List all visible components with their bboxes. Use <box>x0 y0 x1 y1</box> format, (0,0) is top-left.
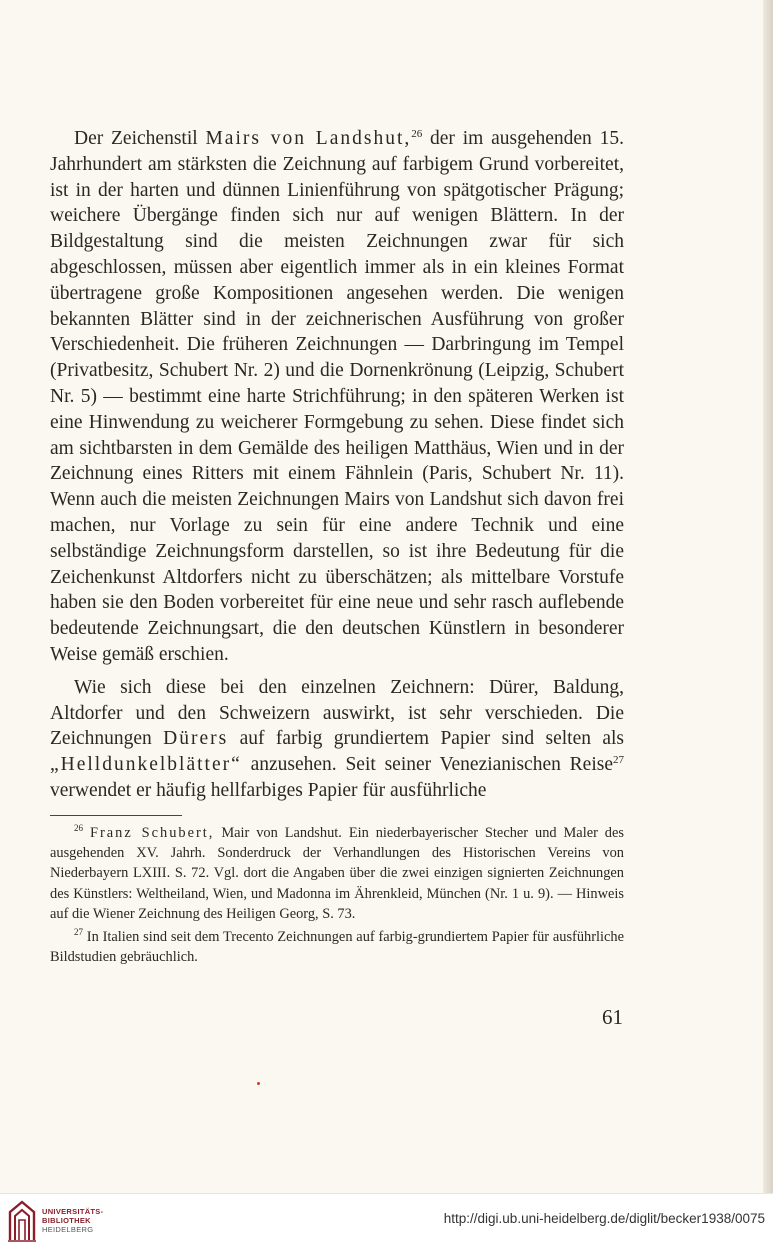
footer-bar <box>0 1193 773 1248</box>
spaced-name-mair: Mairs von Landshut, <box>205 128 412 149</box>
library-name[interactable] <box>42 1207 103 1234</box>
main-text <box>50 126 624 804</box>
paragraph-1: Der Zeichenstil Mairs von Landshut,$^{26}$ der im ausgehenden 15. Jahrhundert am stärksten die Zeichnung auf farbigem Grund vorbereitet, ist in der harten und dünnen Linienführung von spätgotischer Prägung; weichere Übergänge finden sich nur auf wenigen Blättern. In der Bildgestaltung sind die meisten Zeichnungen zwar für sich abgeschlossen, müssen aber eigentlich immer als in ein kleines Format übertragene große Kompositionen angesehen werden. Die wenigen bekannten Blätter sind in der zeichnerischen Ausführung von großer Verschiedenheit. Die früheren Zeichnungen — Darbringung im Tempel (Privatbesitz, Schubert Nr. 2) und die Dornenkrönung (Leipzig, Schubert Nr. 5) — bestimmt eine harte Strichführung; in den späteren Werken ist eine Hinwendung zu weicherer Formgebung zu sehen. Diese findet sich am sichtbarsten in dem Gemälde des heiligen Matthäus, Wien und in der Zeichnung eines Ritters mit einem Fähnlein (Paris, Schubert Nr. 11). Wenn auch die meisten Zeichnungen Mairs von Landshut sich davon frei machen, nur Vorlage zu sein für eine andere Technik und eine selbständige Zeichnungsform darstellen, so ist ihre Bedeutung für die Zeichenkunst Altdorfers nicht zu überschätzen; als mittelbare Vorstufe haben sie den Boden vorbereitet für eine neue und sehr rasch auflebende bedeutende Zeichnungsart, die den deutschen Künstlern in besonderer Weise gemäß erschien. <box>50 128 624 665</box>
paragraph-2: Wie sich diese bei den einzelnen Zeichnern: Dürer, Baldung, Altdorfer und den Schweizern auswirkt, ist sehr verschieden. Die Zeichnungen Dürers auf farbig grundiertem Papier sind selten als „Helldunkelblätter“ anzusehen. Seit seiner Venezianischen Reise$^{27}$ verwendet er häufig hellfarbiges Papier für ausführliche <box>50 676 624 801</box>
footnote-ref-27[interactable]: 27 <box>613 754 624 767</box>
library-name-line-1: UNIVERSITÄTS- <box>42 1207 104 1216</box>
footnote-27: $^{27}$ In Italien sind seit dem Trecento Zeichnungen auf farbig-grundiertem Papier für ausführliche Bildstudien gebräuchlich. <box>50 927 624 966</box>
scan-speck <box>257 1082 260 1085</box>
spaced-term-helldunkel: „Helldunkelblätter“ <box>50 754 242 776</box>
footnote-ref-26[interactable]: 26 <box>411 128 423 140</box>
source-url-link[interactable]: http://digi.ub.uni-heidelberg.de/diglit/becker1938/0075 <box>443 1211 765 1226</box>
footnote-26: $^{26}$ Franz Schubert, Mair von Landshut. Ein niederbayerischer Stecher und Maler des ausgehenden XV. Jahrh. Sonderdruck der Verhandlungen des Historischen Vereins von Niederbayern LXIII. S. 72. Vgl. dort die Angaben über die zwei einzigen signierten Zeichnungen des Künstlers: Weltheiland, Wien, und Madonna im Ährenkleid, München (Nr. 1 u. 9). — Hinweis auf die Wiener Zeichnung des Heiligen Georg, S. 73. <box>50 823 624 922</box>
footnotes <box>50 823 624 967</box>
library-name-line-3: HEIDELBERG <box>42 1225 94 1234</box>
spaced-name-duerer: Dürers <box>163 728 229 750</box>
footnote-26-author: Franz Schubert, <box>89 825 215 841</box>
footnote-rule <box>50 815 182 816</box>
footnote-number-27: 27 <box>74 927 83 938</box>
page-number: 61 <box>602 1005 623 1029</box>
library-name-line-2: BIBLIOTHEK <box>42 1216 91 1225</box>
university-library-logo-icon[interactable] <box>7 1200 37 1242</box>
footnote-number-26: 26 <box>74 823 83 833</box>
scan-page-edge <box>763 0 773 1193</box>
